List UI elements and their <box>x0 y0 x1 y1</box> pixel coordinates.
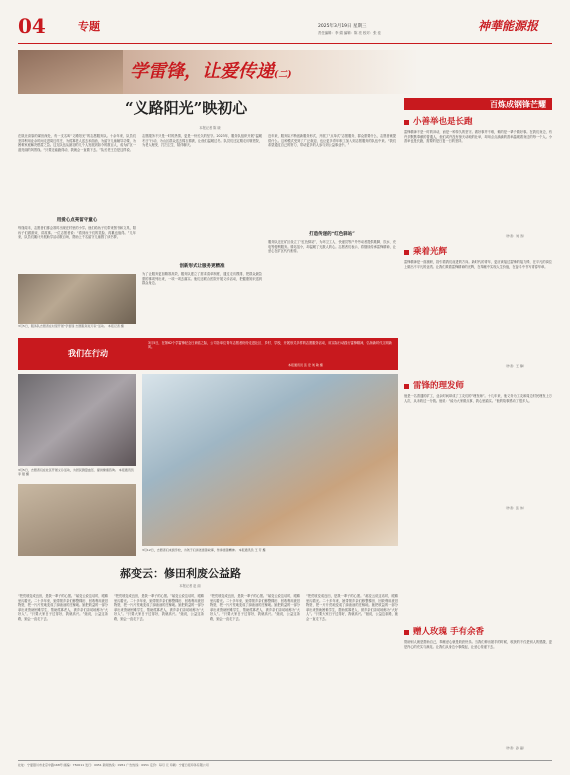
main-photo-caption: 3月5日，服务队志愿者在村里开展“学雷锋 志愿服务进万家”活动。 本报记者 摄 <box>18 324 124 328</box>
event-photo-bottom-left <box>18 484 136 556</box>
sidebar-box2-title <box>404 246 447 258</box>
event-photo-left <box>18 374 136 466</box>
bottom-headline: 郝变云：修田利废公益路 <box>120 567 241 580</box>
editor-line: 责任编辑：李 娟 编辑：陈 亮 校对：张 佳 <box>318 31 382 35</box>
event-band-label: 我们在行动 <box>68 348 108 358</box>
bottom-col3: “把荒坡变成良田，是我一辈子的心愿。”郝变云说这话时，眼睛里闪着光。二十多年来，她带领乡亲们修整梯田、回收利用废旧物资，把一片片荒地变成了绿油油的庄稼地。她把收益的一部分拿出来资助困难学生，帮助孤寡老人，被乡亲们亲切地称为“大好人”。“只要大家日子过得好，我就高兴。”她说，公益这条路，她会一直走下去。 <box>210 594 300 621</box>
box4-title-text: 赠人玫瑰 手有余香 <box>413 627 484 637</box>
banner-issue-mark: (二) <box>274 70 292 80</box>
event-band-credit: 本报通讯员 张 宏 刘 敏 摄 <box>288 363 323 367</box>
col2-text: 志愿服务不只是一时的热情，更是一份长久的坚守。2023年，服务队组织开展“温暖冬日”行动，为山区群众送去棉衣棉被，让他们温暖过冬。队员们还定期走访敬老院，为老人理发、打扫卫生、陪伴聊天。 <box>142 134 262 148</box>
col2b-text: 为了让服务更加精准高效，服务队建立了需求清单制度，通过走访摸排，把群众最急需的事项列出来，一项一项去落实。他们还联合医院开展义诊活动，把健康知识送到群众身边。 <box>142 272 262 286</box>
section-name: 专题 <box>78 20 100 33</box>
event-caption-right: 3月12日，志愿者们来到学校，为孩子们讲述雷锋故事，传承雷锋精神。 本报通讯员 王 芳 摄 <box>142 548 266 552</box>
sidebar-box2-text: 雷锋精神是一面旗帜，指引着我们前进的方向。新时代的青年，更应该接过雷锋的接力棒，在平凡的岗位上做出不平凡的业绩。让我们乘着雷锋精神的光辉，在奉献中实现人生价值，在奋斗中书写青春华章。 <box>404 260 552 269</box>
sidebar-box3-text: 他是一名普通的矿工，业余时间却成了工友们的“理发师”。十几年来，他义务为工友和周边村民理发上万人次，从未收过一分钱。他说：“能为大家做点事，我心里踏实。”他的故事感动了很多人。 <box>404 394 552 403</box>
sidebar <box>404 98 552 758</box>
col3-text: 近年来，服务队不断创新服务形式，开展了“点单式”志愿服务，群众需要什么，志愿者就提供什么。这种模式受到了广泛欢迎，也让更多青年职工加入到志愿服务的队伍中来。“我们希望通过自己的努力，带动更多的人参与到公益事业中。” <box>268 134 396 148</box>
footer-text: 社址：宁夏银川市北京中路168号 邮编：750011 发行：0951 新闻热线：0951 广告热线：0951 定价：每月 元 印刷：宁夏日报印务有限公司 <box>18 763 209 767</box>
sidebar-box1-credit: （作者：刘 涛） <box>504 234 526 238</box>
bottom-col2: “把荒坡变成良田，是我一辈子的心愿。”郝变云说这话时，眼睛里闪着光。二十多年来，她带领乡亲们修整梯田、回收利用废旧物资，把一片片荒地变成了绿油油的庄稼地。她把收益的一部分拿出来资助困难学生，帮助孤寡老人，被乡亲们亲切地称为“大好人”。“只要大家日子过得好，我就高兴。”她说，公益这条路，她会一直走下去。 <box>114 594 204 621</box>
event-band-text: 3月5日，在第62个学雷锋纪念日来临之际，公司各单位青年志愿者纷纷走进社区、乡村、学校，开展形式多样的志愿服务活动，用实际行动践行雷锋精神，弘扬新时代文明新风。 <box>148 341 392 350</box>
bottom-byline: 本报记者 赵 丽 <box>179 584 201 588</box>
col3-subhead: 打造传递的“红色驿站” <box>309 232 355 237</box>
col1b-text: 每逢周末，志愿者们都会准时出现在村里的小学。他们给孩子们带来图书和文具，陪孩子们做游戏、讲故事。一位志愿者说：“看到孩子们的笑脸，再累也值得。”几年来，队员们累计开展助学活动数百场，帮助上千名留守儿童圆了读书梦。 <box>18 226 136 240</box>
main-byline: 本报记者 陈 晓 <box>199 126 221 130</box>
banner <box>18 50 552 94</box>
sidebar-box2-credit: （作者：王 静） <box>504 364 526 368</box>
page-header <box>18 14 552 44</box>
bottom-article-body <box>18 594 398 754</box>
event-band <box>18 338 398 370</box>
bullet-icon <box>404 120 409 125</box>
bullet-icon <box>404 630 409 635</box>
main-photo <box>18 274 136 324</box>
banner-title <box>130 60 292 87</box>
sidebar-box4-text: 帮助别人就是帮助自己，奉献爱心就是收获快乐。当我们伸出援手的时候，收获的不仅是别人的感激，更是内心的充实与满足。让我们从身边小事做起，让爱心传递下去。 <box>404 640 552 649</box>
date-line: 2025年3月19日 星期三 <box>318 24 367 29</box>
col3b-text: 服务队还在矿区设立了“红色驿站”，为环卫工人、快递员等户外劳动者提供歇脚、饮水、充电等便利服务。驿站虽小，却温暖了无数人的心。志愿者们表示，将继续传承雷锋精神，让爱心在矿区代代相传。 <box>268 240 396 254</box>
sidebar-top-label: 百炼成钢锋芒耀 <box>404 98 552 110</box>
col1-text: 在陕北高原的煤田深处，有一支名叫“义路阳光”的志愿服务队。十余年来，队员们坚持利用业余时间走进周边村庄，为孤寡老人送去米面油，为留守儿童辅导功课，为困难家庭解决燃眉之急。这支队伍从最初的几个人发展到如今的数百人，成为矿区一道亮丽的风景线。“只要还能跑得动，我就会一直做下去。”队长老王总是这样说。 <box>18 134 136 152</box>
sidebar-box3-credit: （作者：张 伟） <box>504 506 526 510</box>
col1-subhead: 用爱心点亮留守童心 <box>56 218 98 223</box>
bottom-col4: “把荒坡变成良田，是我一辈子的心愿。”郝变云说这话时，眼睛里闪着光。二十多年来，她带领乡亲们修整梯田、回收利用废旧物资，把一片片荒地变成了绿油油的庄稼地。她把收益的一部分拿出来资助困难学生，帮助孤寡老人，被乡亲们亲切地称为“大好人”。“只要大家日子过得好，我就高兴。”她说，公益这条路，她会一直走下去。 <box>306 594 398 621</box>
main-headline: “义路阳光”映初心 <box>125 99 248 117</box>
sidebar-box4-title <box>404 626 484 638</box>
event-caption-left: 3月5日，志愿者们在社区开展义诊活动，为居民测量血压、提供健康咨询。 本报通讯员 李 强 摄 <box>18 468 134 476</box>
bottom-col1: “把荒坡变成良田，是我一辈子的心愿。”郝变云说这话时，眼睛里闪着光。二十多年来，她带领乡亲们修整梯田、回收利用废旧物资，把一片片荒地变成了绿油油的庄稼地。她把收益的一部分拿出来资助困难学生，帮助孤寡老人，被乡亲们亲切地称为“大好人”。“只要大家日子过得好，我就高兴。”她说，公益这条路，她会一直走下去。 <box>18 594 108 621</box>
page-footer <box>18 760 552 770</box>
event-photo-right <box>142 374 398 546</box>
box2-title-text: 乘着光辉 <box>413 247 448 257</box>
page-number: 04 <box>18 14 46 38</box>
banner-title-text: 学雷锋，让爱传递 <box>130 61 274 82</box>
bullet-icon <box>404 250 409 255</box>
masthead-logo: 神華能源报 <box>478 19 539 33</box>
sidebar-box1-title <box>404 116 473 128</box>
box3-title-text: 雷锋的理发师 <box>413 381 465 391</box>
box1-title-text: 小善举也是长跑 <box>413 117 473 127</box>
bullet-icon <box>404 384 409 389</box>
main-article <box>18 134 398 334</box>
col2-subhead: 创新形式让服务更精准 <box>179 264 225 269</box>
sidebar-box1-text: 雷锋精神不是一时的冲动，而是一种持久的坚守。做好事并不难，难的是一辈子做好事。在我们身边，有许多默默奉献的普通人，他们或许没有惊天动地的壮举，却用点点滴滴的善举温暖着身边的每一个人。小善举也是长跑，需要的是日复一日的坚持。 <box>404 130 552 144</box>
banner-photo <box>18 50 123 94</box>
sidebar-box3-title <box>404 380 464 392</box>
sidebar-box4-credit: （作者：孙 磊） <box>504 746 526 750</box>
